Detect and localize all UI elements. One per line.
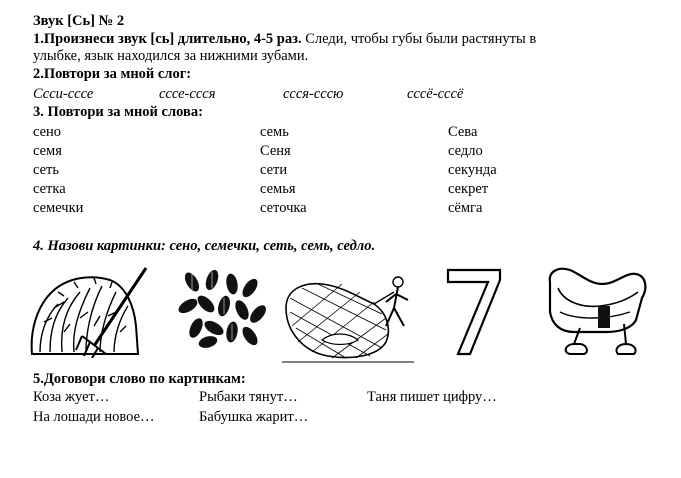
sunflower-seeds-icon (178, 270, 266, 352)
task5-heading: 5.Договори слово по картинкам: (33, 371, 246, 387)
word: сетка (33, 181, 66, 197)
sentence-row (33, 389, 673, 406)
sentence-prompt: Рыбаки тянут… (199, 389, 298, 405)
word: семья (260, 181, 296, 197)
word: семя (33, 143, 62, 159)
page-title: Звук [Сь] № 2 (33, 13, 125, 29)
word: сеть (33, 162, 59, 178)
sentence-prompt: На лошади новое… (33, 409, 155, 425)
word: секунда (448, 162, 497, 178)
sentence-prompt: Таня пишет цифру… (367, 389, 497, 405)
word-row (33, 200, 673, 217)
sentence-prompt: Коза жует… (33, 389, 110, 405)
fishing-net-icon (282, 268, 414, 364)
syllable: сссё-сссё (407, 86, 464, 102)
task2-heading: 2.Повтори за мной слог: (33, 66, 192, 82)
word-row (33, 181, 673, 198)
digit-seven-icon (444, 266, 504, 358)
syllable: сссе-ссся (159, 86, 216, 102)
word: сеточка (260, 200, 307, 216)
saddle-icon (540, 262, 652, 360)
sentence-prompt: Бабушка жарит… (199, 409, 309, 425)
task4-heading: 4. Назови картинки: сено, семечки, сеть, семь, седло. (33, 238, 376, 254)
word: Сеня (260, 143, 291, 159)
word: сети (260, 162, 288, 178)
word-row (33, 124, 673, 141)
word: сёмга (448, 200, 483, 216)
task1-instruction-rest: Следи, чтобы губы были растянуты в (301, 31, 537, 47)
task1-line1 (33, 31, 536, 48)
sentence-row (33, 409, 673, 426)
word: Сева (448, 124, 478, 140)
word-row (33, 162, 673, 179)
word: сено (33, 124, 62, 140)
word-row (33, 143, 673, 160)
syllables-row (33, 86, 673, 103)
task1-line2: улыбке, язык находился за нижними зубами. (33, 48, 309, 64)
word: секрет (448, 181, 489, 197)
syllable: Ссси-сссе (33, 86, 94, 102)
word: семечки (33, 200, 84, 216)
haystack-with-pitchfork-icon (24, 262, 152, 358)
syllable: ссся-сссю (283, 86, 344, 102)
word: седло (448, 143, 483, 159)
word: семь (260, 124, 289, 140)
task3-heading: 3. Повтори за мной слова: (33, 104, 203, 120)
task1-bold-instruction: 1.Произнеси звук [сь] длительно, 4-5 раз. (33, 31, 302, 47)
